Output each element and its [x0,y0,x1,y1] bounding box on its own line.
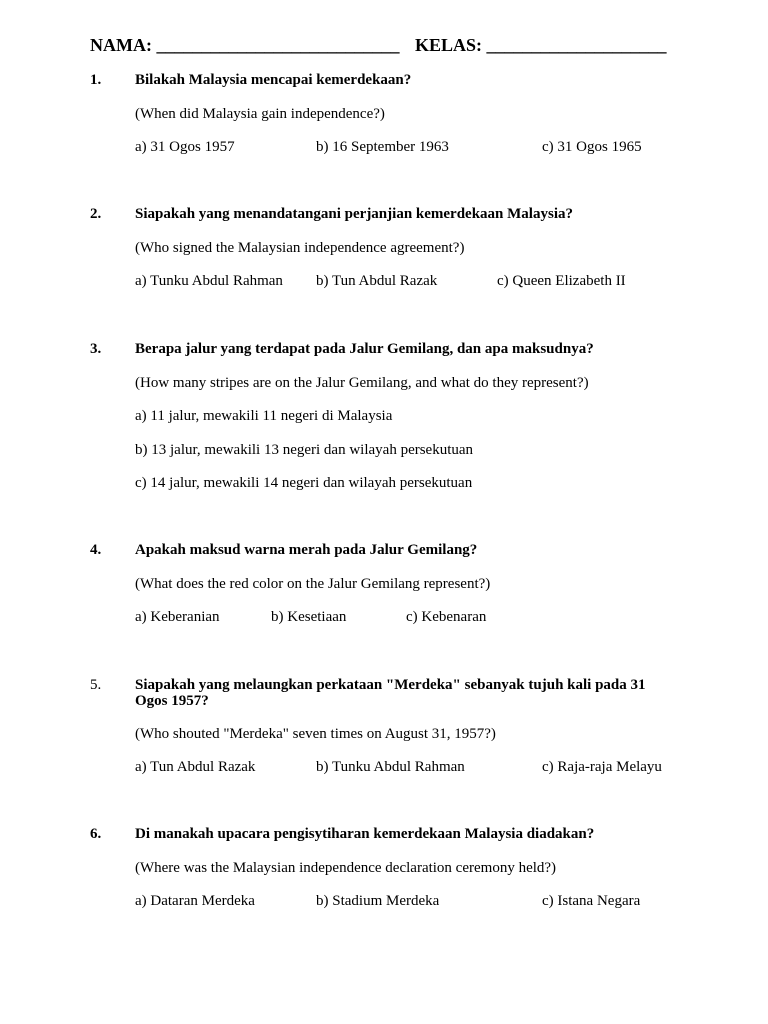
option-c: c) Queen Elizabeth II [497,273,626,289]
question-number: 5. [90,677,102,693]
option-b: b) Tunku Abdul Rahman [316,759,465,775]
option-b: b) Tun Abdul Razak [316,273,438,289]
question-text: Bilakah Malaysia mencapai kemerdekaan? [135,72,412,88]
question-translation: (Who signed the Malaysian independence agreement?) [135,240,465,256]
option-a: a) Tunku Abdul Rahman [135,273,283,289]
option-b: b) 16 September 1963 [316,139,449,155]
question-number: 4. [90,542,102,558]
question-text: Di manakah upacara pengisytiharan kemerdekaan Malaysia diadakan? [135,826,595,842]
option-b: b) Stadium Merdeka [316,893,440,909]
option-c: c) Raja-raja Melayu [542,759,662,775]
option-a: a) 11 jalur, mewakili 11 negeri di Malaysia [135,408,393,424]
question-translation: (Who shouted "Merdeka" seven times on August 31, 1957?) [135,726,496,742]
question-number: 2. [90,206,102,222]
question-text: Siapakah yang menandatangani perjanjian kemerdekaan Malaysia? [135,206,573,222]
option-b: b) 13 jalur, mewakili 13 negeri dan wilayah persekutuan [135,442,474,458]
option-a: a) Dataran Merdeka [135,893,255,909]
nama-field: NAMA: ___________________________ [90,35,400,55]
option-c: c) 31 Ogos 1965 [542,139,642,155]
option-c: c) Istana Negara [542,893,641,909]
question-number: 6. [90,826,102,842]
worksheet-header [90,34,690,58]
option-a: a) Keberanian [135,609,220,625]
kelas-field: KELAS: ____________________ [415,35,667,55]
question-text: Apakah maksud warna merah pada Jalur Gemilang? [135,542,478,558]
question-number: 3. [90,341,102,357]
question-translation: (What does the red color on the Jalur Gemilang represent?) [135,576,491,592]
question-text: Berapa jalur yang terdapat pada Jalur Gemilang, dan apa maksudnya? [135,341,594,357]
question-translation: (Where was the Malaysian independence declaration ceremony held?) [135,860,557,876]
question-number: 1. [90,72,102,88]
option-b: b) Kesetiaan [271,609,347,625]
option-c: c) Kebenaran [406,609,487,625]
question-translation: (When did Malaysia gain independence?) [135,106,385,122]
question-translation: (How many stripes are on the Jalur Gemilang, and what do they represent?) [135,375,589,391]
option-c: c) 14 jalur, mewakili 14 negeri dan wilayah persekutuan [135,475,473,491]
question-text: Siapakah yang melaungkan perkataan "Merdeka" sebanyak tujuh kali pada 31 Ogos 1957? [135,677,646,709]
option-a: a) Tun Abdul Razak [135,759,256,775]
option-a: a) 31 Ogos 1957 [135,139,235,155]
